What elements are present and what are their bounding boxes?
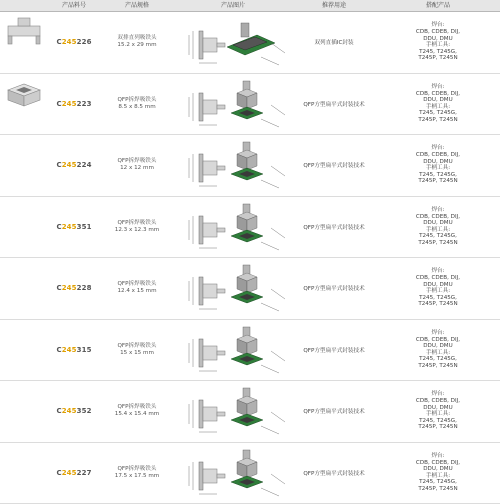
tip-dimension-diagram [175, 136, 291, 194]
iso-view [231, 450, 285, 496]
compatible-line: T245P, T245N [416, 55, 460, 62]
usage-cell [292, 135, 376, 196]
compatible-list [416, 453, 460, 493]
compatible-line: T245P, T245N [416, 240, 460, 247]
code-suffix: 352 [77, 407, 92, 415]
header-usage: 推荐用途 [292, 0, 376, 11]
compatible-line: DDU, DMU [416, 36, 460, 43]
spec-cell [100, 135, 174, 196]
product-diagram-cell [174, 443, 292, 504]
spec-text [115, 404, 159, 418]
product-code [56, 38, 91, 46]
table-row [0, 74, 500, 136]
usage-text: QFP方型扁平式封装技术 [303, 469, 364, 477]
product-code [56, 161, 91, 169]
product-code [56, 100, 91, 108]
iso-view [231, 142, 285, 188]
spec-size: 15.2 x 29 mm [117, 42, 156, 49]
usage-text: QFP方型扁平式封装技术 [303, 284, 364, 292]
compatible-cell [376, 320, 500, 381]
spec-size: 17.5 x 17.5 mm [115, 473, 159, 480]
compatible-line: DDU, DMU [416, 282, 460, 289]
spec-size: 12.3 x 12.3 mm [115, 227, 159, 234]
spec-name: QFP拆焊吸铁头 [118, 97, 157, 104]
spec-text [117, 35, 156, 49]
product-code [56, 407, 91, 415]
side-view [189, 339, 225, 371]
compatible-line: DDU, DMU [416, 220, 460, 227]
side-view [189, 400, 225, 432]
spec-cell [100, 443, 174, 504]
iso-view [231, 265, 285, 311]
compatible-list [416, 330, 460, 370]
compatible-cell [376, 12, 500, 73]
compatible-list [416, 391, 460, 431]
compatible-line: DDU, DMU [416, 466, 460, 473]
product-thumbnail-cell [0, 74, 48, 135]
usage-text: 双列直插IC封装 [314, 38, 353, 46]
side-view [189, 277, 225, 309]
compatible-line: 手柄工具: [416, 411, 460, 418]
spec-text [117, 281, 156, 295]
compatible-line: 手柄工具: [416, 227, 460, 234]
usage-cell [292, 443, 376, 504]
compatible-line: T245P, T245N [416, 301, 460, 308]
compatible-line: T245, T245G, [416, 295, 460, 302]
product-thumbnail-cell [0, 12, 48, 73]
product-code-cell [48, 12, 100, 73]
code-series: 245 [62, 284, 77, 292]
compatible-line: T245P, T245N [416, 424, 460, 431]
compatible-line: T245P, T245N [416, 363, 460, 370]
compatible-line: T245, T245G, [416, 172, 460, 179]
tip-dimension-diagram [175, 198, 291, 256]
compatible-line: T245, T245G, [416, 356, 460, 363]
code-series: 245 [62, 346, 77, 354]
compatible-line: 手柄工具: [416, 473, 460, 480]
table-header [0, 0, 500, 12]
code-prefix: C [56, 161, 61, 169]
spec-name: QFP拆焊吸铁头 [117, 281, 156, 288]
side-view [189, 154, 225, 186]
spec-name: QFP拆焊吸铁头 [115, 466, 159, 473]
table-row [0, 12, 500, 74]
product-diagram-cell [174, 381, 292, 442]
compatible-line: 手柄工具: [416, 104, 460, 111]
compatible-line: 焊台: [416, 453, 460, 460]
code-suffix: 224 [77, 161, 92, 169]
spec-text [118, 343, 157, 357]
compatible-list [416, 145, 460, 185]
compatible-cell [376, 197, 500, 258]
header-picture: 产品图片 [174, 0, 292, 11]
spec-name: QFP拆焊吸铁头 [115, 404, 159, 411]
header-image [0, 0, 48, 11]
spec-name: 双排直列吸铁头 [117, 35, 156, 42]
usage-cell [292, 12, 376, 73]
code-series: 245 [62, 38, 77, 46]
compatible-line: CDB, CDEB, DIJ, [416, 275, 460, 282]
compatible-list [416, 22, 460, 62]
compatible-line: 手柄工具: [416, 350, 460, 357]
code-suffix: 315 [77, 346, 92, 354]
iso-view [231, 388, 285, 434]
header-compatible: 搭配产品 [376, 0, 500, 11]
compatible-line: CDB, CDEB, DIJ, [416, 398, 460, 405]
header-spec: 产品规格 [100, 0, 174, 11]
spec-size: 8.5 x 8.5 mm [118, 104, 157, 111]
spec-text [115, 466, 159, 480]
code-prefix: C [56, 223, 61, 231]
product-thumbnail-cell [0, 381, 48, 442]
spec-text [118, 97, 157, 111]
compatible-line: DDU, DMU [416, 405, 460, 412]
product-thumbnail-cell [0, 135, 48, 196]
iso-view [231, 327, 285, 373]
tip-dimension-diagram [175, 444, 291, 502]
compatible-line: 焊台: [416, 84, 460, 91]
spec-cell [100, 320, 174, 381]
compatible-line: DDU, DMU [416, 343, 460, 350]
spec-cell [100, 12, 174, 73]
tip-thumbnail [4, 78, 44, 108]
tip-dimension-diagram [175, 13, 291, 71]
compatible-line: CDB, CDEB, DIJ, [416, 460, 460, 467]
code-prefix: C [56, 38, 61, 46]
compatible-cell [376, 258, 500, 319]
spec-size: 15.4 x 15.4 mm [115, 411, 159, 418]
tip-thumbnail [4, 16, 44, 46]
compatible-line: CDB, CDEB, DIJ, [416, 29, 460, 36]
compatible-cell [376, 443, 500, 504]
iso-view [227, 23, 285, 65]
spec-size: 12.4 x 15 mm [117, 288, 156, 295]
product-code [56, 346, 91, 354]
compatible-line: T245P, T245N [416, 117, 460, 124]
compatible-line: DDU, DMU [416, 97, 460, 104]
usage-text: QFP方型扁平式封装技术 [303, 223, 364, 231]
usage-text: QFP方型扁平式封装技术 [303, 100, 364, 108]
compatible-line: CDB, CDEB, DIJ, [416, 337, 460, 344]
code-prefix: C [56, 284, 61, 292]
side-view [189, 462, 225, 494]
table-row [0, 320, 500, 382]
compatible-line: CDB, CDEB, DIJ, [416, 91, 460, 98]
usage-text: QFP方型扁平式封装技术 [303, 346, 364, 354]
compatible-list [416, 84, 460, 124]
spec-name: QFP拆焊吸铁头 [118, 158, 157, 165]
table-row [0, 135, 500, 197]
compatible-line: 焊台: [416, 330, 460, 337]
iso-view [231, 81, 285, 127]
compatible-line: 焊台: [416, 207, 460, 214]
spec-name: QFP拆焊吸铁头 [115, 220, 159, 227]
usage-cell [292, 74, 376, 135]
product-diagram-cell [174, 135, 292, 196]
product-code-cell [48, 320, 100, 381]
spec-cell [100, 74, 174, 135]
compatible-cell [376, 381, 500, 442]
product-code-cell [48, 135, 100, 196]
compatible-line: 手柄工具: [416, 288, 460, 295]
product-code [56, 223, 91, 231]
code-suffix: 226 [77, 38, 92, 46]
compatible-line: T245, T245G, [416, 479, 460, 486]
code-prefix: C [56, 346, 61, 354]
product-thumbnail-cell [0, 320, 48, 381]
spec-cell [100, 258, 174, 319]
code-suffix: 228 [77, 284, 92, 292]
tip-dimension-diagram [175, 75, 291, 133]
product-code-cell [48, 258, 100, 319]
product-diagram-cell [174, 12, 292, 73]
product-thumbnail-cell [0, 258, 48, 319]
product-code-cell [48, 197, 100, 258]
usage-text: QFP方型扁平式封装技术 [303, 407, 364, 415]
product-thumbnail-cell [0, 443, 48, 504]
table-row [0, 258, 500, 320]
compatible-line: CDB, CDEB, DIJ, [416, 152, 460, 159]
product-code [56, 469, 91, 477]
usage-cell [292, 258, 376, 319]
compatible-line: T245P, T245N [416, 178, 460, 185]
compatible-line: 手柄工具: [416, 165, 460, 172]
product-code [56, 284, 91, 292]
compatible-line: 焊台: [416, 22, 460, 29]
spec-size: 15 x 15 mm [118, 350, 157, 357]
code-suffix: 223 [77, 100, 92, 108]
compatible-list [416, 268, 460, 308]
spec-size: 12 x 12 mm [118, 165, 157, 172]
product-diagram-cell [174, 258, 292, 319]
side-view [189, 31, 225, 63]
usage-text: QFP方型扁平式封装技术 [303, 161, 364, 169]
header-code: 产品料号 [48, 0, 100, 11]
spec-name: QFP拆焊吸铁头 [118, 343, 157, 350]
product-code-cell [48, 74, 100, 135]
table-row [0, 381, 500, 443]
compatible-cell [376, 135, 500, 196]
usage-cell [292, 320, 376, 381]
code-series: 245 [62, 469, 77, 477]
product-code-cell [48, 443, 100, 504]
code-prefix: C [56, 100, 61, 108]
code-series: 245 [62, 161, 77, 169]
spec-text [118, 158, 157, 172]
code-series: 245 [62, 223, 77, 231]
side-view [189, 93, 225, 125]
tip-dimension-diagram [175, 382, 291, 440]
product-diagram-cell [174, 74, 292, 135]
tip-dimension-diagram [175, 259, 291, 317]
compatible-list [416, 207, 460, 247]
product-diagram-cell [174, 197, 292, 258]
compatible-line: 焊台: [416, 391, 460, 398]
compatible-line: T245P, T245N [416, 486, 460, 493]
iso-view [231, 204, 285, 250]
code-prefix: C [56, 469, 61, 477]
table-row [0, 443, 500, 504]
compatible-line: 焊台: [416, 145, 460, 152]
compatible-line: T245, T245G, [416, 233, 460, 240]
compatible-line: T245, T245G, [416, 418, 460, 425]
compatible-line: DDU, DMU [416, 159, 460, 166]
code-series: 245 [62, 100, 77, 108]
compatible-line: T245, T245G, [416, 110, 460, 117]
spec-text [115, 220, 159, 234]
compatible-line: T245, T245G, [416, 49, 460, 56]
code-prefix: C [56, 407, 61, 415]
table-row [0, 197, 500, 259]
compatible-line: 手柄工具: [416, 42, 460, 49]
tip-dimension-diagram [175, 321, 291, 379]
compatible-line: 焊台: [416, 268, 460, 275]
product-thumbnail-cell [0, 197, 48, 258]
product-diagram-cell [174, 320, 292, 381]
product-code-cell [48, 381, 100, 442]
spec-cell [100, 381, 174, 442]
side-view [189, 216, 225, 248]
usage-cell [292, 381, 376, 442]
code-series: 245 [62, 407, 77, 415]
code-suffix: 227 [77, 469, 92, 477]
code-suffix: 351 [77, 223, 92, 231]
spec-cell [100, 197, 174, 258]
usage-cell [292, 197, 376, 258]
compatible-line: CDB, CDEB, DIJ, [416, 214, 460, 221]
compatible-cell [376, 74, 500, 135]
